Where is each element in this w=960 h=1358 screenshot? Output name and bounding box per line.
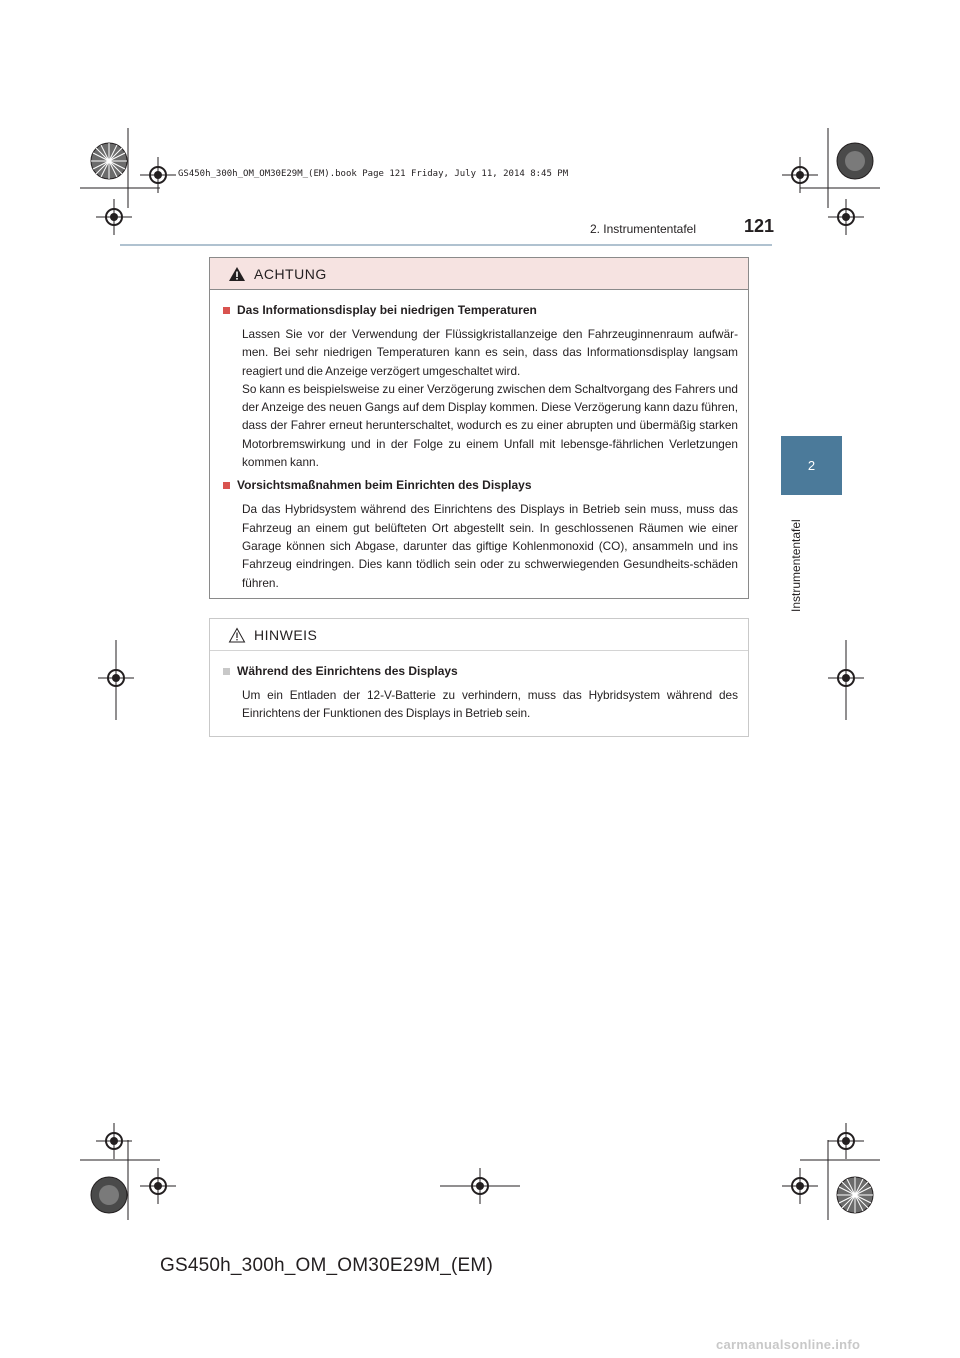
warning-heading-low-temperature: Das Informationsdisplay bei niedrigen Temperaturen [223,302,738,319]
crop-line-bottom-center [440,1185,520,1187]
crosshair-icon [782,1168,818,1204]
warning-title: ACHTUNG [254,265,327,282]
chapter-number: 2 [807,458,816,473]
crosshair-icon [140,1168,176,1204]
crosshair-icon [96,1123,132,1159]
book-info-line: GS450h_300h_OM_OM30E29M_(EM).book Page 121 Friday, July 11, 2014 8:45 PM [178,169,569,179]
register-rosette-icon [835,141,875,181]
notice-box-body [210,651,748,723]
warning-heading-display-setup: Vorsichtsmaßnahmen beim Einrichten des Displays [223,477,738,494]
notice-paragraph: Um ein Entladen der 12-V-Batterie zu verhindern, muss das Hybridsystem während des Einrichtens der Funktionen des Displays in Betrieb sein. [242,688,738,721]
grey-square-bullet-icon [223,668,230,675]
crosshair-icon [140,157,176,193]
chapter-label: Instrumententafel [789,519,803,612]
crosshair-icon [828,1123,864,1159]
page-number: 121 [744,216,775,236]
warning-box-header [210,258,748,290]
crop-line-right [845,640,847,720]
footer-document-code: GS450h_300h_OM_OM30E29M_(EM) [160,1255,493,1276]
warning-box [209,257,749,599]
notice-box-header [210,619,748,651]
crosshair-icon [96,199,132,235]
register-rosette-icon [89,141,129,181]
notice-title: HINWEIS [254,626,318,643]
crop-line-left [115,640,117,720]
register-rosette-icon [89,1175,129,1215]
warning-triangle-icon [228,266,246,282]
warning-triangle-outline-icon [228,627,246,643]
notice-heading-display-setup: Während des Einrichtens des Displays [223,663,738,680]
warning-box-body [210,290,748,592]
crosshair-icon [828,199,864,235]
warning-paragraph: Lassen Sie vor der Verwendung der Flüssigkristallanzeige den Fahrzeuginnenraum aufwär-men. Bei sehr niedrigen Temperaturen kann es sein, dass das Informationsdisplay langsam reagiert und die Anzeige verzögert umgeschaltet wird. [242,327,738,378]
header-rule [120,244,772,246]
warning-paragraph: Da das Hybridsystem während des Einrichtens des Displays in Betrieb sein muss, muss das Fahrzeug an einem gut belüfteten Ort abgestellt sein. In geschlossenen Räumen wie einer Garage können sich Abgase, darunter das giftige Kohlenmonoxid (CO), ansammeln und ins Fahrzeug eindringen. Dies kann tödlich sein oder zu schwerwiegenden Gesundheits-schäden führen. [242,502,738,590]
warning-paragraph: So kann es beispielsweise zu einer Verzögerung zwischen dem Schaltvorgang des Fahrers und der Anzeige des neuen Gangs auf dem Display kommen. Diese Verzögerung kann dazu führen, dass der Fahrer erneut herunterschaltet, wodurch es zu einer abrupten und übermäßig starken Motorbremswirkung und in der Folge zu einem Unfall mit lebensge-fährlichen Verletzungen kommen kann. [242,381,738,470]
crosshair-icon [782,157,818,193]
chapter-tab[interactable] [781,436,842,495]
red-square-bullet-icon [223,307,230,314]
watermark: carmanualsonline.info [716,1337,861,1352]
section-title: 2. Instrumententafel [589,222,696,236]
red-square-bullet-icon [223,482,230,489]
notice-box [209,618,749,737]
register-rosette-icon [835,1175,875,1215]
